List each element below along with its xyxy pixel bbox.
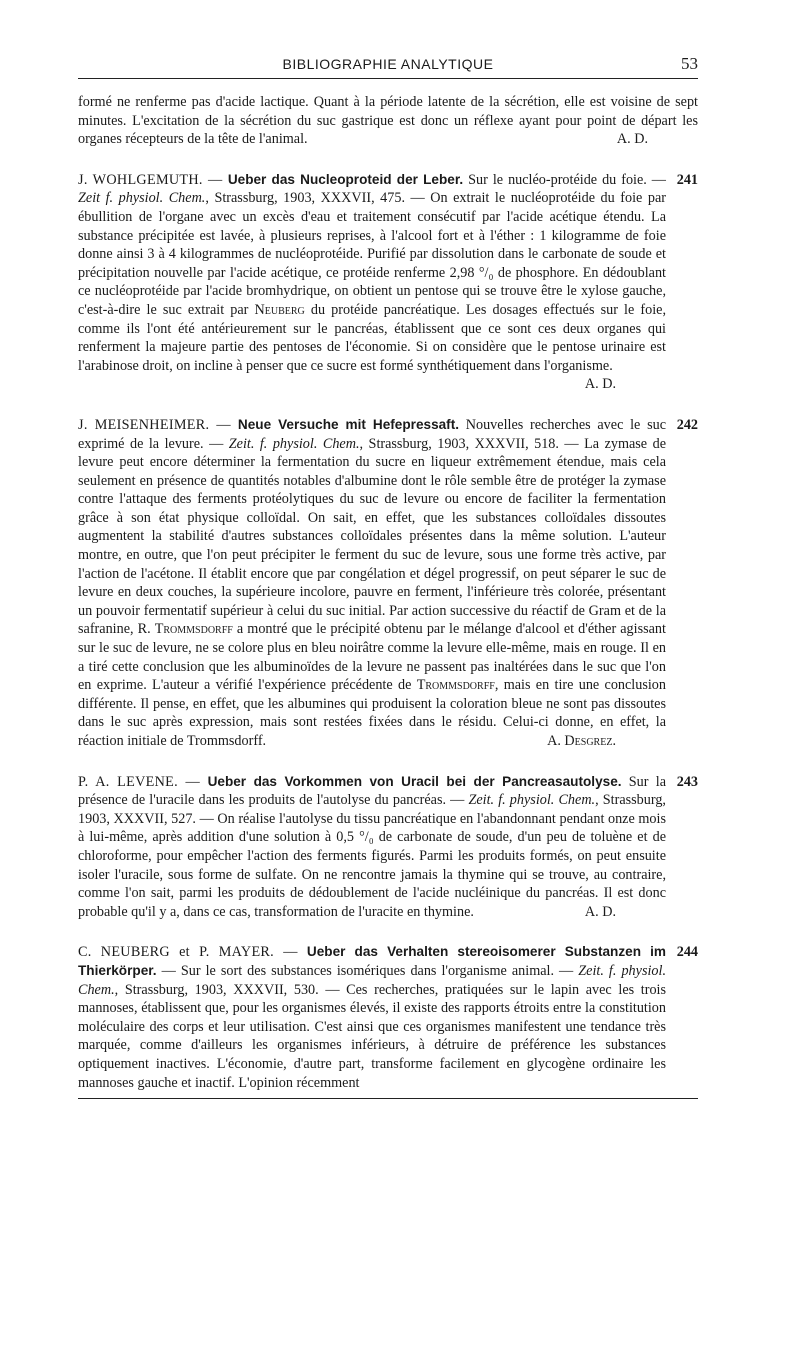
entry-signature: A. D. [584, 376, 616, 393]
entry-text-a: Sur le nucléo-protéide du foie. — [463, 171, 666, 188]
entry-number: 243 [676, 773, 698, 790]
entry-text-b: , Strassburg, 1903, XXXVII, 527. — On réalise l'autolyse du tissu pancréatique en l'abandonnant pendant onze mois à lui-même, après addition d'une solution à 0,5 °/₀ de carbonate de soude, d'un peu de toluène et de chloroforme, pour empêcher l'action des ferments figurés. Parmi les produits formés, on peut ensuite isoler l'uracile, sous forme de sulfate. On ne rencontre jamais la thymine qui se trouve, au contraire, comme l'on sait, parmi les produits de dédoublement de l'acide nucléinique du pancréas. Il est donc probable qu'il y a, dans ce cas, transformation de l'uracite en thymine. [78, 792, 666, 920]
running-title: BIBLIOGRAPHIE ANALYTIQUE [282, 56, 494, 72]
intro-paragraph [78, 93, 698, 149]
running-header [78, 52, 698, 79]
entry-text-a: Sur la présence de l'uracile dans les produits de l'autolyse du pancréas. — [78, 773, 666, 809]
entry-number: 244 [676, 944, 698, 961]
entry-smallcaps-name: Trommsdorff [154, 621, 233, 638]
entry-author: J. WOHLGEMUTH. — [78, 171, 228, 188]
entry-text-c: du protéide pancréatique. Les dosages effectués sur le foie, comme ils l'ont été antérieurement sur le pancréas, établissent que ce sont ces deux organes qui renferment la majeure partie des pentoses de l'économie. Si on considère que le pentose urinaire est l'arabinose droit, on incline à penser que ce sucre est formé synthétiquement dans l'organisme. [78, 301, 666, 374]
entry-number: 242 [676, 416, 698, 433]
entry-text-a: — Sur le sort des substances isomériques dans l'organisme animal. — [156, 962, 579, 979]
entry-smallcaps-name: Neuberg [254, 301, 305, 318]
entry-author: C. NEUBERG et P. MAYER. — [78, 944, 307, 961]
page-number: 53 [681, 54, 698, 73]
entry-journal: Zeit. f. physiol. Chem. [228, 435, 360, 452]
entry-241 [78, 171, 698, 394]
entry-journal: Zeit. f. physiol. Chem. [468, 792, 596, 809]
entry-german-title: Ueber das Nucleoproteid der Leber. [227, 171, 464, 187]
entry-text-b: , Strassburg, 1903, XXXVII, 475. — On extrait le nucléoprotéide du foie par ébullition de l'organe avec un excès d'eau et traitement consécutif par l'acide acétique étendu. La substance précipitée est lavée, à plusieurs reprises, à l'alcool fort et à l'éther : 1 kilogramme de foie donne ainsi 3 à 4 kilogrammes de nucléoprotéide. Purifié par dissolution dans le carbonate de soude et précipitation nouvelle par l'acide acétique, ce protéide renferme 2,98 °/₀ de phosphore. En dédoublant ce nucléoprotéide par l'acide bromhydrique, on obtient un pentose qui se trouve être le xylose gauche, c'est-à-dire le suc extrait par [78, 190, 666, 318]
entry-text-b: , Strassburg, 1903, XXXVII, 530. — Ces recherches, pratiquées sur le lapin avec les trois mannoses, établissent que, pour les organismes élevés, il existe des rapports étroits entre la constitution moléculaire des corps et leur utilisation. C'est ainsi que ces organismes manifestent une tendance très marquée, comme d'ailleurs les organismes inférieurs, à détruire de préférence les substances optiquement inactives. L'économie, d'autre part, transforme facilement en glycogène ordinaire les mannoses gauche et inactif. L'opinion récemment [78, 981, 666, 1091]
entry-german-title: Ueber das Vorkommen von Uracil bei der Pancreasautolyse. [207, 773, 622, 789]
entry-signature: A. Desgrez. [547, 733, 616, 749]
entry-author: P. A. LEVENE. — [78, 773, 208, 790]
entry-number: 241 [676, 171, 698, 188]
entry-text-b: , Strassburg, 1903, XXXVII, 518. — La zymase de levure peut encore déterminer la fermentation du sucre en liqueur extrêmement étendue, mais cela seulement en présence de quantités notables d'albumine dont le rôle semble être de protéger la zymase contre l'attaque des ferments protéolytiques du suc de levure ou encore de faciliter la fermentation grâce à son état physique colloïdal. On sait, en effet, que les substances colloïdales dissoutes augmentent la stabilité d'autres substances colloïdales présentes dans la même solution. L'auteur montre, en outre, que l'on peut précipiter le ferment du suc de levure, sous une forme très active, par l'action de l'acétone. Il établit encore que par congélation et dégel progressif, on peut séparer le suc de levure en deux couches, la supérieure incolore, pauvre en ferment, l'inférieure très colorée, présentant un pouvoir fermentatif supérieur à celui du suc initial. Par action successive du réactif de Gram et de la safranine, R. [78, 435, 666, 638]
entry-journal: Zeit. f. physiol. Chem. [78, 962, 666, 998]
intro-text: formé ne renferme pas d'acide lactique. Quant à la période latente de la sécrétion, elle est voisine de sept minutes. L'excitation de la sécrétion du suc gastrique est donc un réflexe ayant pour point de départ les organes récepteurs de la tête de l'animal. [78, 94, 698, 148]
entry-smallcaps-name-2: Trommsdorff [416, 677, 495, 694]
page [78, 52, 698, 1099]
entry-german-title: Neue Versuche mit Hefepressaft. [237, 416, 460, 432]
entry-244 [78, 943, 698, 1092]
footer-rule [78, 1098, 698, 1099]
entry-text-d: , mais en tire une conclusion différente. Il pense, en effet, que les albumines qui produisent la coloration bleue ne sont pas dissoutes dans le suc après expression, mais sont restées fixées dans le résidu. Celui-ci donne, en effet, la réaction initiale de Trommsdorff. [78, 677, 666, 749]
entry-german-title: Ueber das Verhalten stereoisomerer Substanzen im Thierkörper. [78, 944, 666, 978]
entry-text-a: Nouvelles recherches avec le suc exprimé de la levure. — [78, 416, 666, 452]
entry-243 [78, 773, 698, 922]
intro-signature: A. D. [616, 131, 648, 148]
page-body [78, 93, 698, 1099]
entry-journal: Zeit f. physiol. Chem. [78, 190, 206, 207]
entry-242 [78, 416, 698, 751]
entry-text-c: a montré que le précipité obtenu par le mélange d'alcool et d'éther agissant sur le suc de levure, ne se colore plus en bleu noirâtre comme la levure elle-même, mais en rouge. Il en a tiré cette conclusion que les albuminoïdes de la levure ne passent pas inaltérées dans le suc que l'on en exprime. L'auteur a vérifié l'expérience précédente de [78, 621, 666, 694]
entry-signature: A. D. [584, 903, 616, 920]
entry-author: J. MEISENHEIMER. — [78, 416, 238, 433]
